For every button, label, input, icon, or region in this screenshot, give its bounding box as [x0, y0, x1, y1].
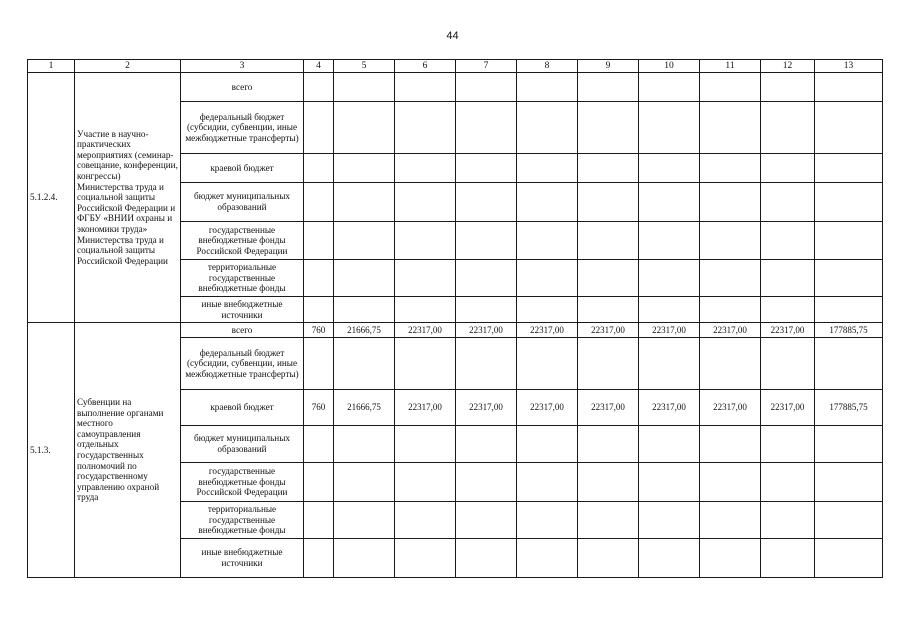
value-cell: [304, 222, 334, 260]
value-cell: [700, 260, 761, 297]
value-cell: [761, 260, 815, 297]
value-cell: [395, 183, 456, 222]
value-cell: [304, 297, 334, 323]
value-cell: [304, 338, 334, 390]
value-cell: [815, 102, 883, 154]
value-cell: [334, 297, 395, 323]
funding-source: бюджет муниципальных образований: [181, 183, 304, 222]
value-cell: [334, 426, 395, 463]
value-cell: [304, 183, 334, 222]
value-cell: [815, 297, 883, 323]
value-cell: [517, 154, 578, 183]
value-cell: 22317,00: [700, 390, 761, 426]
value-cell: [517, 260, 578, 297]
value-cell: 21666,75: [334, 323, 395, 338]
value-cell: [815, 463, 883, 502]
value-cell: 22317,00: [517, 323, 578, 338]
value-cell: 22317,00: [639, 390, 700, 426]
value-cell: 21666,75: [334, 390, 395, 426]
column-header: 3: [181, 60, 304, 73]
value-cell: [578, 338, 639, 390]
value-cell: [395, 260, 456, 297]
value-cell: [761, 426, 815, 463]
value-cell: 22317,00: [761, 323, 815, 338]
column-number-row: [28, 60, 883, 73]
value-cell: [334, 73, 395, 102]
value-cell: [304, 154, 334, 183]
value-cell: 22317,00: [578, 390, 639, 426]
column-header: 1: [28, 60, 75, 73]
value-cell: [761, 338, 815, 390]
value-cell: [456, 183, 517, 222]
value-cell: 760: [304, 323, 334, 338]
value-cell: [578, 222, 639, 260]
value-cell: [456, 338, 517, 390]
value-cell: [578, 539, 639, 578]
value-cell: [517, 73, 578, 102]
value-cell: [700, 463, 761, 502]
value-cell: [815, 260, 883, 297]
value-cell: [517, 183, 578, 222]
value-cell: [304, 539, 334, 578]
value-cell: [334, 183, 395, 222]
value-cell: [761, 502, 815, 539]
value-cell: [639, 463, 700, 502]
value-cell: [334, 463, 395, 502]
value-cell: [578, 102, 639, 154]
column-header: 9: [578, 60, 639, 73]
value-cell: [578, 154, 639, 183]
value-cell: [700, 183, 761, 222]
section-code: 5.1.3.: [28, 323, 75, 578]
column-header: 10: [639, 60, 700, 73]
value-cell: [517, 502, 578, 539]
column-header: 12: [761, 60, 815, 73]
value-cell: [334, 102, 395, 154]
funding-source: краевой бюджет: [181, 390, 304, 426]
value-cell: [456, 102, 517, 154]
page-number: 44: [446, 30, 459, 42]
value-cell: [395, 222, 456, 260]
value-cell: [700, 338, 761, 390]
value-cell: 22317,00: [517, 390, 578, 426]
value-cell: [578, 297, 639, 323]
value-cell: [517, 102, 578, 154]
value-cell: [700, 539, 761, 578]
value-cell: [639, 222, 700, 260]
value-cell: [334, 539, 395, 578]
section-description: Субвенции на выполнение органами местного самоуправления отдельных государственных полномочий по государственному управлению охраной труда: [75, 323, 181, 578]
value-cell: [815, 502, 883, 539]
value-cell: [517, 222, 578, 260]
value-cell: [456, 463, 517, 502]
value-cell: [639, 297, 700, 323]
value-cell: [700, 154, 761, 183]
value-cell: [815, 426, 883, 463]
value-cell: 22317,00: [700, 323, 761, 338]
value-cell: [334, 260, 395, 297]
value-cell: [517, 297, 578, 323]
value-cell: [639, 502, 700, 539]
value-cell: [639, 183, 700, 222]
funding-source: всего: [181, 323, 304, 338]
value-cell: [456, 260, 517, 297]
column-header: 8: [517, 60, 578, 73]
value-cell: [700, 102, 761, 154]
value-cell: 22317,00: [395, 323, 456, 338]
value-cell: [639, 539, 700, 578]
value-cell: [395, 338, 456, 390]
value-cell: 22317,00: [639, 323, 700, 338]
value-cell: [761, 539, 815, 578]
funding-source: иные внебюджетные источники: [181, 539, 304, 578]
column-header: 4: [304, 60, 334, 73]
value-cell: [395, 102, 456, 154]
funding-source: государственные внебюджетные фонды Российской Федерации: [181, 222, 304, 260]
funding-source: всего: [181, 73, 304, 102]
value-cell: [815, 183, 883, 222]
column-header: 13: [815, 60, 883, 73]
value-cell: [700, 426, 761, 463]
value-cell: [456, 426, 517, 463]
value-cell: [395, 73, 456, 102]
budget-table: [27, 59, 883, 578]
value-cell: 22317,00: [456, 390, 517, 426]
value-cell: [304, 73, 334, 102]
funding-source: иные внебюджетные источники: [181, 297, 304, 323]
table-row: [28, 73, 883, 102]
value-cell: [395, 539, 456, 578]
value-cell: [639, 260, 700, 297]
value-cell: 760: [304, 390, 334, 426]
value-cell: [395, 463, 456, 502]
value-cell: [395, 426, 456, 463]
column-header: 11: [700, 60, 761, 73]
value-cell: [815, 539, 883, 578]
value-cell: [700, 73, 761, 102]
value-cell: [395, 502, 456, 539]
value-cell: [761, 297, 815, 323]
value-cell: [517, 463, 578, 502]
section-description: Участие в научно-практических мероприятиях (семинар-совещание, конференции, конгрессы) Министерства труда и социальной защиты Российской Федерации и ФГБУ «ВНИИ охраны и экономики труда» Министерства труда и социальной защиты Российской Федерации: [75, 73, 181, 323]
value-cell: [334, 502, 395, 539]
column-header: 2: [75, 60, 181, 73]
value-cell: 22317,00: [761, 390, 815, 426]
value-cell: [639, 338, 700, 390]
funding-source: федеральный бюджет (субсидии, субвенции, иные межбюджетные трансферты): [181, 338, 304, 390]
value-cell: [578, 426, 639, 463]
value-cell: [761, 73, 815, 102]
funding-source: федеральный бюджет (субсидии, субвенции, иные межбюджетные трансферты): [181, 102, 304, 154]
value-cell: [578, 463, 639, 502]
column-header: 7: [456, 60, 517, 73]
value-cell: [815, 73, 883, 102]
value-cell: [639, 102, 700, 154]
value-cell: [639, 426, 700, 463]
value-cell: [578, 73, 639, 102]
value-cell: [761, 154, 815, 183]
funding-source: краевой бюджет: [181, 154, 304, 183]
value-cell: [456, 154, 517, 183]
value-cell: [761, 222, 815, 260]
value-cell: 22317,00: [456, 323, 517, 338]
value-cell: [456, 222, 517, 260]
column-header: 5: [334, 60, 395, 73]
value-cell: 177885,75: [815, 390, 883, 426]
value-cell: [578, 183, 639, 222]
value-cell: [761, 183, 815, 222]
value-cell: [700, 222, 761, 260]
value-cell: [517, 539, 578, 578]
value-cell: 22317,00: [578, 323, 639, 338]
value-cell: 22317,00: [395, 390, 456, 426]
value-cell: [700, 502, 761, 539]
value-cell: [334, 338, 395, 390]
value-cell: [517, 338, 578, 390]
value-cell: [304, 426, 334, 463]
value-cell: [815, 338, 883, 390]
value-cell: [304, 260, 334, 297]
column-header: 6: [395, 60, 456, 73]
value-cell: [761, 102, 815, 154]
value-cell: [334, 154, 395, 183]
table-row: [28, 323, 883, 338]
value-cell: [304, 502, 334, 539]
value-cell: [456, 539, 517, 578]
value-cell: [815, 154, 883, 183]
value-cell: [395, 154, 456, 183]
funding-source: бюджет муниципальных образований: [181, 426, 304, 463]
funding-source: государственные внебюджетные фонды Российской Федерации: [181, 463, 304, 502]
funding-source: территориальные государственные внебюджетные фонды: [181, 502, 304, 539]
value-cell: [639, 154, 700, 183]
value-cell: [639, 73, 700, 102]
value-cell: [456, 502, 517, 539]
table-body: [28, 60, 883, 578]
value-cell: [761, 463, 815, 502]
value-cell: [700, 297, 761, 323]
value-cell: [517, 426, 578, 463]
funding-source: территориальные государственные внебюджетные фонды: [181, 260, 304, 297]
value-cell: [334, 222, 395, 260]
value-cell: [578, 502, 639, 539]
value-cell: [456, 73, 517, 102]
value-cell: [304, 102, 334, 154]
section-code: 5.1.2.4.: [28, 73, 75, 323]
value-cell: [395, 297, 456, 323]
value-cell: 177885,75: [815, 323, 883, 338]
value-cell: [304, 463, 334, 502]
value-cell: [815, 222, 883, 260]
value-cell: [578, 260, 639, 297]
value-cell: [456, 297, 517, 323]
